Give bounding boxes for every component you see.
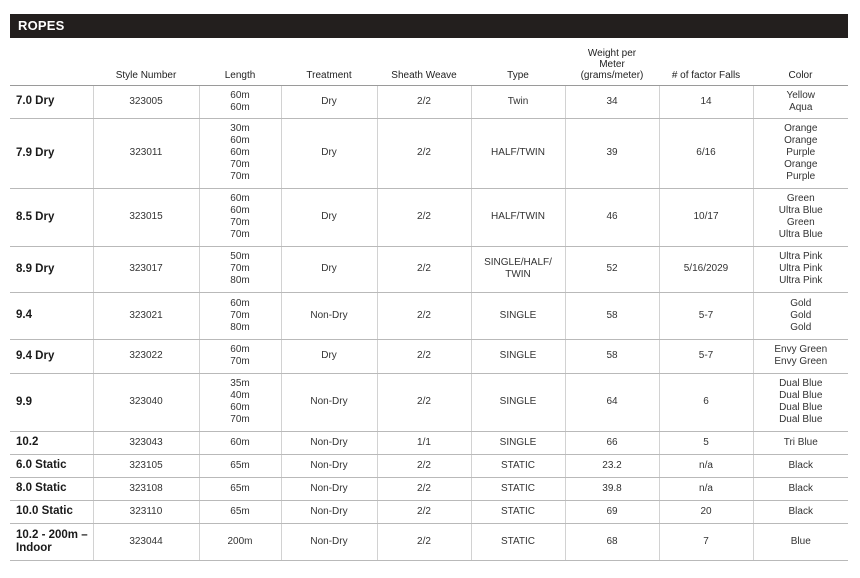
rope-name-cell	[10, 373, 93, 431]
length-text: 50m	[230, 251, 250, 262]
rope-type-text: HALF/TWIN	[491, 147, 545, 158]
column-header	[659, 40, 753, 85]
rope-type-text: SINGLE	[499, 309, 537, 321]
rope-type-cell	[471, 431, 565, 454]
factor-falls-text: 14	[700, 95, 712, 107]
rope-name-text: 9.4 Dry	[16, 349, 55, 362]
rope-type-text: STATIC	[500, 459, 536, 471]
style-number-text: 323044	[129, 535, 163, 547]
factor-falls-text: 5	[703, 436, 709, 448]
rope-name-cell	[10, 188, 93, 246]
rope-name-cell	[10, 339, 93, 373]
treatment-text: Dry	[321, 263, 337, 274]
weight-cell	[565, 500, 659, 523]
color-text: Green	[786, 193, 815, 204]
length-text: 60m	[230, 205, 250, 216]
length-cell	[199, 431, 281, 454]
weight-text: 39	[606, 147, 618, 158]
factor-falls-text: n/a	[699, 482, 713, 494]
sheath-weave-text: 2/2	[417, 535, 431, 547]
sheath-weave-cell	[377, 500, 471, 523]
ropes-table	[10, 40, 848, 561]
treatment-text: Non-Dry	[310, 436, 348, 448]
table-row	[10, 373, 848, 431]
weight-text: 68	[606, 535, 618, 547]
treatment-cell	[281, 246, 377, 292]
rope-type-cell	[471, 85, 565, 118]
sheath-weave-cell	[377, 373, 471, 431]
column-header-text: # of factor Falls	[671, 69, 741, 81]
rope-name-text: 10.0 Static	[16, 505, 73, 517]
rope-type-cell	[471, 118, 565, 188]
rope-name-text: 6.0 Static	[16, 459, 67, 471]
length-text: 70m	[230, 309, 250, 321]
sheath-weave-text: 2/2	[417, 396, 431, 407]
treatment-text: Non-Dry	[310, 505, 348, 517]
treatment-cell	[281, 431, 377, 454]
length-text: 30m	[230, 123, 250, 134]
sheath-weave-cell	[377, 339, 471, 373]
rope-type-text: SINGLE	[499, 396, 537, 407]
rope-type-text: Twin	[507, 95, 529, 107]
rope-type-cell	[471, 188, 565, 246]
sheath-weave-text: 2/2	[417, 147, 431, 158]
style-number-cell	[93, 500, 199, 523]
length-text: 70m	[230, 217, 250, 228]
color-text: Dual Blue	[779, 402, 823, 413]
rope-type-cell	[471, 500, 565, 523]
rope-type-cell	[471, 523, 565, 560]
weight-text: 46	[606, 211, 618, 222]
rope-name-text: 9.9	[16, 395, 32, 408]
length-text: 70m	[230, 229, 250, 240]
color-cell	[753, 431, 848, 454]
color-cell	[753, 246, 848, 292]
column-header	[93, 40, 199, 85]
weight-text: 34	[606, 95, 618, 107]
factor-falls-text: 7	[703, 535, 709, 547]
length-cell	[199, 523, 281, 560]
factor-falls-cell	[659, 373, 753, 431]
color-text: Orange	[784, 123, 818, 134]
column-header	[281, 40, 377, 85]
treatment-cell	[281, 292, 377, 339]
treatment-text: Non-Dry	[310, 482, 348, 494]
length-text: 60m	[230, 89, 250, 101]
weight-cell	[565, 523, 659, 560]
length-text: 40m	[230, 390, 250, 401]
weight-cell	[565, 188, 659, 246]
color-cell	[753, 500, 848, 523]
treatment-text: Dry	[321, 350, 337, 361]
factor-falls-cell	[659, 292, 753, 339]
color-cell	[753, 477, 848, 500]
column-header	[199, 40, 281, 85]
color-text: Dual Blue	[779, 390, 823, 401]
factor-falls-cell	[659, 477, 753, 500]
weight-cell	[565, 246, 659, 292]
sheath-weave-text: 2/2	[417, 505, 431, 517]
sheath-weave-text: 2/2	[417, 211, 431, 222]
color-text: Green	[786, 217, 815, 228]
column-header-text: Type	[507, 69, 529, 81]
factor-falls-cell	[659, 523, 753, 560]
treatment-text: Non-Dry	[310, 459, 348, 471]
rope-type-cell	[471, 292, 565, 339]
length-text: 70m	[230, 414, 250, 425]
rope-type-cell	[471, 246, 565, 292]
color-text: Ultra Blue	[778, 229, 823, 240]
color-text: Envy Green	[774, 356, 828, 367]
treatment-cell	[281, 477, 377, 500]
weight-text: 66	[606, 436, 618, 448]
rope-type-cell	[471, 373, 565, 431]
table-row	[10, 85, 848, 118]
color-text: Envy Green	[774, 344, 828, 355]
rope-name-cell	[10, 523, 93, 560]
sheath-weave-text: 2/2	[417, 350, 431, 361]
length-text: 80m	[230, 321, 250, 333]
sheath-weave-text: 2/2	[417, 482, 431, 494]
factor-falls-cell	[659, 85, 753, 118]
factor-falls-cell	[659, 246, 753, 292]
length-text: 65m	[230, 505, 250, 517]
weight-cell	[565, 118, 659, 188]
weight-text: 23.2	[602, 459, 622, 471]
color-text: Dual Blue	[779, 414, 823, 425]
color-text: Orange	[784, 159, 818, 170]
column-header	[753, 40, 848, 85]
color-text: Blue	[790, 535, 811, 547]
treatment-cell	[281, 118, 377, 188]
sheath-weave-cell	[377, 85, 471, 118]
color-text: Black	[788, 505, 813, 517]
sheath-weave-text: 1/1	[417, 436, 431, 448]
sheath-weave-cell	[377, 431, 471, 454]
rope-name-text: 9.4	[16, 309, 32, 321]
treatment-cell	[281, 373, 377, 431]
weight-text: 69	[606, 505, 618, 517]
color-text: Ultra Pink	[779, 275, 823, 286]
rope-type-text: HALF/TWIN	[491, 211, 545, 222]
sheath-weave-cell	[377, 118, 471, 188]
factor-falls-text: 6/16	[696, 147, 716, 158]
rope-name-cell	[10, 500, 93, 523]
style-number-text: 323110	[129, 505, 163, 517]
rope-name-text: 8.9 Dry	[16, 262, 55, 275]
rope-type-cell	[471, 477, 565, 500]
color-cell	[753, 292, 848, 339]
rope-type-cell	[471, 339, 565, 373]
treatment-cell	[281, 339, 377, 373]
column-header-text: Meter	[599, 58, 625, 70]
column-header	[565, 40, 659, 85]
style-number-text: 323015	[129, 211, 163, 222]
treatment-text: Non-Dry	[310, 309, 348, 321]
treatment-cell	[281, 85, 377, 118]
style-number-text: 323022	[129, 350, 163, 361]
rope-name-text: 8.0 Static	[16, 482, 67, 494]
length-text: 60m	[230, 344, 250, 355]
factor-falls-cell	[659, 339, 753, 373]
sheath-weave-text: 2/2	[417, 309, 431, 321]
sheath-weave-text: 2/2	[417, 95, 431, 107]
color-cell	[753, 118, 848, 188]
column-header-text: Length	[224, 69, 256, 81]
color-text: Ultra Pink	[779, 263, 823, 274]
factor-falls-text: 6	[703, 396, 709, 407]
weight-cell	[565, 85, 659, 118]
rope-type-text: STATIC	[500, 505, 536, 517]
length-text: 80m	[230, 275, 250, 286]
weight-cell	[565, 339, 659, 373]
style-number-text: 323105	[129, 459, 163, 471]
factor-falls-cell	[659, 454, 753, 477]
style-number-cell	[93, 188, 199, 246]
color-cell	[753, 339, 848, 373]
length-cell	[199, 118, 281, 188]
length-text: 200m	[227, 535, 253, 547]
length-text: 70m	[230, 263, 250, 274]
sheath-weave-text: 2/2	[417, 263, 431, 274]
rope-name-cell	[10, 454, 93, 477]
length-cell	[199, 477, 281, 500]
color-text: Ultra Pink	[779, 251, 823, 262]
style-number-cell	[93, 85, 199, 118]
style-number-text: 323108	[129, 482, 163, 494]
length-text: 60m	[230, 436, 250, 448]
style-number-text: 323005	[129, 95, 163, 107]
section-title: ROPES	[18, 18, 65, 33]
treatment-cell	[281, 454, 377, 477]
column-header	[377, 40, 471, 85]
table-header-row	[10, 40, 848, 85]
color-text: Black	[788, 482, 813, 494]
style-number-cell	[93, 454, 199, 477]
sheath-weave-cell	[377, 292, 471, 339]
style-number-text: 323021	[129, 309, 163, 321]
length-cell	[199, 373, 281, 431]
treatment-text: Dry	[321, 211, 337, 222]
weight-cell	[565, 431, 659, 454]
rope-type-text: SINGLE/HALF/	[484, 257, 552, 268]
style-number-text: 323011	[129, 147, 163, 158]
color-text: Gold	[790, 309, 812, 321]
style-number-cell	[93, 118, 199, 188]
weight-cell	[565, 373, 659, 431]
column-header-text: Sheath Weave	[391, 69, 457, 81]
rope-type-text: SINGLE	[499, 350, 537, 361]
table-row	[10, 118, 848, 188]
sheath-weave-cell	[377, 246, 471, 292]
weight-text: 64	[606, 396, 618, 407]
length-text: 60m	[230, 402, 250, 413]
color-text: Black	[788, 459, 813, 471]
style-number-text: 323040	[129, 396, 163, 407]
color-text: Dual Blue	[779, 378, 823, 389]
rope-name-cell	[10, 85, 93, 118]
color-text: Aqua	[789, 101, 813, 113]
length-text: 60m	[230, 135, 250, 146]
length-cell	[199, 454, 281, 477]
table-row	[10, 523, 848, 560]
sheath-weave-cell	[377, 477, 471, 500]
treatment-text: Dry	[321, 147, 337, 158]
table-row	[10, 246, 848, 292]
rope-name-text: 8.5 Dry	[16, 210, 55, 223]
length-cell	[199, 85, 281, 118]
factor-falls-text: 10/17	[693, 211, 719, 222]
sheath-weave-cell	[377, 454, 471, 477]
rope-type-text: TWIN	[505, 269, 531, 280]
column-header-text: Color	[788, 69, 813, 81]
table-row	[10, 292, 848, 339]
factor-falls-text: 5-7	[698, 309, 714, 321]
style-number-text: 323017	[129, 263, 163, 274]
column-header	[471, 40, 565, 85]
sheath-weave-cell	[377, 188, 471, 246]
length-text: 60m	[230, 297, 250, 309]
style-number-cell	[93, 431, 199, 454]
rope-name-cell	[10, 292, 93, 339]
color-text: Ultra Blue	[778, 205, 823, 216]
treatment-cell	[281, 500, 377, 523]
factor-falls-text: 5-7	[698, 350, 714, 361]
length-text: 70m	[230, 356, 250, 367]
rope-name-text: 10.2	[16, 436, 39, 448]
style-number-cell	[93, 477, 199, 500]
column-header-text: (grams/meter)	[580, 69, 644, 81]
column-header-text: Treatment	[306, 69, 352, 81]
color-cell	[753, 523, 848, 560]
color-text: Yellow	[786, 89, 816, 101]
color-text: Purple	[786, 171, 816, 182]
length-cell	[199, 246, 281, 292]
factor-falls-text: n/a	[699, 459, 713, 471]
table-row	[10, 431, 848, 454]
color-text: Purple	[786, 147, 816, 158]
style-number-cell	[93, 339, 199, 373]
weight-text: 58	[606, 309, 618, 321]
rope-name-cell	[10, 477, 93, 500]
sheath-weave-cell	[377, 523, 471, 560]
rope-name-text: 7.0 Dry	[16, 95, 55, 107]
table-row	[10, 500, 848, 523]
color-cell	[753, 373, 848, 431]
column-header-text: Style Number	[115, 69, 177, 81]
length-text: 60m	[230, 147, 250, 158]
length-text: 35m	[230, 378, 250, 389]
rope-type-text: STATIC	[500, 482, 536, 494]
length-cell	[199, 339, 281, 373]
rope-type-cell	[471, 454, 565, 477]
color-cell	[753, 454, 848, 477]
length-text: 70m	[230, 171, 250, 182]
length-text: 65m	[230, 482, 250, 494]
length-cell	[199, 188, 281, 246]
treatment-cell	[281, 523, 377, 560]
rope-name-cell	[10, 246, 93, 292]
rope-name-cell	[10, 431, 93, 454]
length-text: 65m	[230, 459, 250, 471]
weight-cell	[565, 454, 659, 477]
section-banner	[10, 14, 848, 38]
treatment-text: Dry	[321, 95, 337, 107]
style-number-cell	[93, 373, 199, 431]
length-text: 70m	[230, 159, 250, 170]
style-number-cell	[93, 246, 199, 292]
style-number-cell	[93, 523, 199, 560]
factor-falls-text: 5/16/2029	[683, 263, 729, 274]
rope-name-text: 10.2 - 200m – Indoor	[16, 528, 88, 554]
color-text: Orange	[784, 135, 818, 146]
rope-type-text: SINGLE	[499, 436, 537, 448]
length-cell	[199, 500, 281, 523]
treatment-text: Non-Dry	[310, 396, 348, 407]
factor-falls-cell	[659, 431, 753, 454]
factor-falls-cell	[659, 118, 753, 188]
length-text: 60m	[230, 193, 250, 204]
table-row	[10, 454, 848, 477]
color-text: Gold	[790, 321, 812, 333]
table-row	[10, 477, 848, 500]
style-number-cell	[93, 292, 199, 339]
color-text: Gold	[790, 297, 812, 309]
color-cell	[753, 85, 848, 118]
color-text: Tri Blue	[783, 436, 818, 448]
weight-cell	[565, 292, 659, 339]
rope-name-cell	[10, 118, 93, 188]
length-cell	[199, 292, 281, 339]
weight-text: 39.8	[602, 482, 622, 494]
treatment-text: Non-Dry	[310, 535, 348, 547]
table-row	[10, 188, 848, 246]
table-row	[10, 339, 848, 373]
weight-text: 52	[606, 263, 618, 274]
length-text: 60m	[230, 101, 250, 113]
weight-cell	[565, 477, 659, 500]
factor-falls-text: 20	[700, 505, 712, 517]
sheath-weave-text: 2/2	[417, 459, 431, 471]
column-header-text: Weight per	[587, 47, 637, 59]
color-cell	[753, 188, 848, 246]
style-number-text: 323043	[129, 436, 163, 448]
rope-type-text: STATIC	[500, 535, 536, 547]
weight-text: 58	[606, 350, 618, 361]
rope-name-text: 7.9 Dry	[16, 146, 55, 159]
factor-falls-cell	[659, 500, 753, 523]
treatment-cell	[281, 188, 377, 246]
factor-falls-cell	[659, 188, 753, 246]
